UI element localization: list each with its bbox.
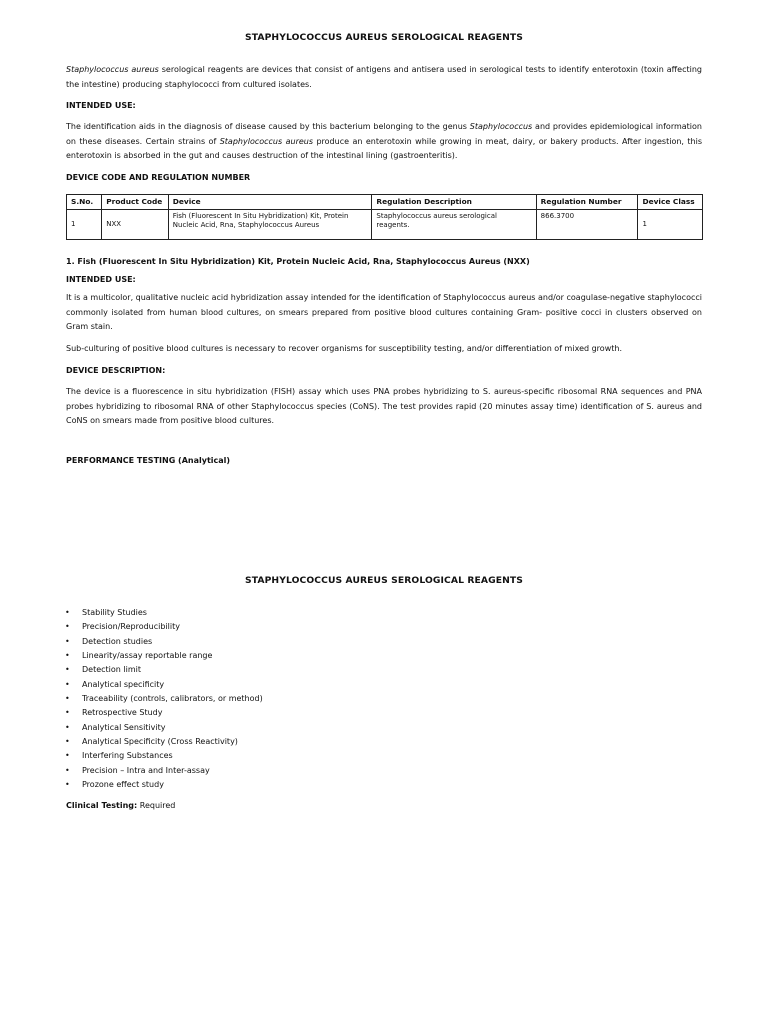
- page-title: STAPHYLOCOCCUS AUREUS SEROLOGICAL REAGENTS: [245, 32, 523, 43]
- table-header-cell: Regulation Description: [372, 195, 536, 210]
- intro-text: serological reagents are devices that consist of antigens and antisera used in serological tests to identify enterotoxin (toxin affecting the intestine) producing staphylococci from cultured isolates.: [66, 65, 702, 89]
- list-item: [66, 779, 263, 793]
- list-item: [66, 750, 263, 764]
- list-item-text: Interfering Substances: [82, 751, 173, 761]
- table-header-row: [67, 195, 703, 210]
- bullet-icon: •: [65, 665, 70, 675]
- list-item-text: Analytical specificity: [82, 679, 165, 689]
- intended-use-text-2: and provides epidemiological information on these diseases. Certain strains of: [66, 122, 702, 146]
- device-intended-use-heading: INTENDED USE:: [66, 275, 136, 284]
- device-description-paragraph: The device is a fluorescence in situ hybridization (FISH) assay which uses PNA probes hybridizing to S. aureus-specific ribosomal RNA sequences and PNA probes hybridizing to ribosomal RNA of other Staphylococcus species (CoNS). The test provides rapid (20 minutes assay time) identification of S. aureus and CoNS on smears made from positive blood cultures.: [66, 387, 702, 426]
- list-item-text: Detection studies: [82, 636, 153, 646]
- bullet-icon: •: [65, 651, 70, 661]
- bullet-icon: •: [65, 636, 70, 646]
- intro-paragraph: [66, 63, 702, 92]
- device-code-table: [66, 194, 703, 240]
- list-item: [66, 621, 263, 635]
- list-item: [66, 664, 263, 678]
- list-item: [66, 636, 263, 650]
- table-cell: 1: [638, 210, 703, 240]
- table-cell: 1: [67, 210, 102, 240]
- performance-tests-list: [66, 607, 263, 793]
- table-header-cell: Device Class: [638, 195, 703, 210]
- bullet-icon: •: [65, 780, 70, 790]
- bullet-icon: •: [65, 737, 70, 747]
- device-section-heading: 1. Fish (Fluorescent In Situ Hybridization) Kit, Protein Nucleic Acid, Rna, Staphylococcus Aureus (NXX): [66, 257, 530, 266]
- bullet-icon: •: [65, 722, 70, 732]
- list-item-text: Traceability (controls, calibrators, or method): [82, 694, 263, 704]
- bullet-icon: •: [65, 679, 70, 689]
- list-item: [66, 650, 263, 664]
- device-description-heading: DEVICE DESCRIPTION:: [66, 366, 166, 375]
- list-item: [66, 679, 263, 693]
- list-item-text: Linearity/assay reportable range: [82, 651, 213, 661]
- list-item: [66, 693, 263, 707]
- list-item: [66, 607, 263, 621]
- page-2-title: STAPHYLOCOCCUS AUREUS SEROLOGICAL REAGENTS: [245, 575, 523, 586]
- species-italic: Staphylococcus aureus: [219, 136, 314, 146]
- list-item: [66, 707, 263, 721]
- list-item-text: Analytical Specificity (Cross Reactivity): [82, 737, 238, 747]
- bullet-icon: •: [65, 694, 70, 704]
- table-header-cell: Regulation Number: [536, 195, 638, 210]
- intro-species-italic: Staphylococcus aureus: [66, 65, 159, 74]
- list-item-text: Precision – Intra and Inter-assay: [82, 765, 210, 775]
- table-cell: NXX: [102, 210, 169, 240]
- table-header-cell: Product Code: [102, 195, 169, 210]
- intended-use-text-1: The identification aids in the diagnosis of disease caused by this bacterium belonging to the genus: [66, 122, 470, 131]
- list-item: [66, 722, 263, 736]
- bullet-icon: •: [65, 765, 70, 775]
- genus-italic: Staphylococcus: [469, 122, 533, 131]
- table-row: [67, 210, 703, 240]
- clinical-testing-label: Clinical Testing:: [66, 801, 138, 810]
- list-item-text: Detection limit: [82, 665, 142, 675]
- list-item-text: Prozone effect study: [82, 780, 164, 790]
- table-cell: Staphylococcus aureus serological reagents.: [372, 210, 536, 240]
- clinical-testing-value: Required: [137, 801, 176, 810]
- list-item: [66, 736, 263, 750]
- intended-use-text-3: produce an enterotoxin while growing in meat, dairy, or bakery products. After ingestion, this enterotoxin is absorbed in the gut and causes destruction of the intestinal lining (gastroenteritis).: [66, 136, 702, 161]
- table-header-cell: Device: [168, 195, 372, 210]
- bullet-icon: •: [65, 622, 70, 632]
- list-item-text: Retrospective Study: [82, 708, 163, 718]
- list-item-text: Stability Studies: [82, 608, 147, 617]
- bullet-icon: •: [65, 708, 70, 718]
- table-cell: 866.3700: [536, 210, 638, 240]
- table-cell: Fish (Fluorescent In Situ Hybridization) Kit, Protein Nucleic Acid, Rna, Staphylococcus Aureus: [168, 210, 372, 240]
- list-item: [66, 765, 263, 779]
- table-header-cell: S.No.: [67, 195, 102, 210]
- intended-use-paragraph: [66, 120, 702, 164]
- list-item-text: Precision/Reproducibility: [82, 622, 180, 632]
- clinical-testing-line: [66, 801, 175, 810]
- device-intended-use-paragraph: It is a multicolor, qualitative nucleic acid hybridization assay intended for the identification of Staphylococcus aureus and/or coagulase-negative staphylococci commonly isolated from human blood cultures, on smears prepared from positive blood cultures containing Gram- positive cocci in clusters observed on Gram stain.: [66, 293, 702, 332]
- bullet-icon: •: [65, 751, 70, 761]
- device-code-heading: DEVICE CODE AND REGULATION NUMBER: [66, 173, 251, 182]
- intended-use-heading: INTENDED USE:: [66, 101, 136, 110]
- bullet-icon: •: [65, 608, 70, 617]
- subculture-paragraph: Sub-culturing of positive blood cultures is necessary to recover organisms for susceptibility testing, and/or differentiation of mixed growth.: [66, 344, 622, 353]
- performance-testing-heading: PERFORMANCE TESTING (Analytical): [66, 456, 231, 465]
- list-item-text: Analytical Sensitivity: [82, 722, 166, 732]
